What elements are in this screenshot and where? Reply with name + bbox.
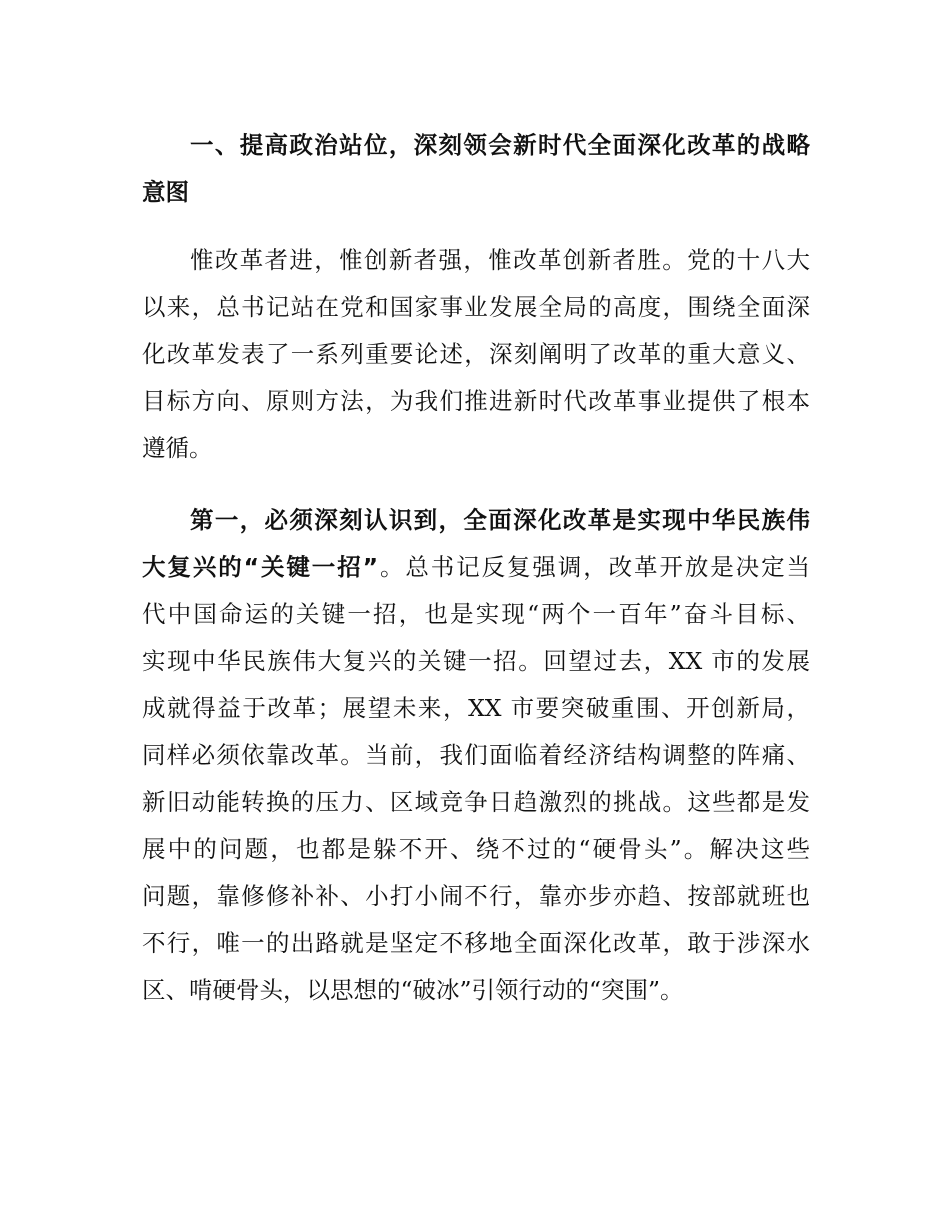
paragraph-line: 惟改革者进，惟创新者强，惟改革创新者胜。党的十八大: [190, 246, 810, 274]
paragraph-line: 区、啃硬骨头，以思想的“破冰”引领行动的“突围”。: [142, 976, 684, 1004]
paragraph-line: 展中的问题，也都是躲不开、绕不过的“硬骨头”。解决这些: [142, 835, 810, 863]
paragraph-line: 实现中华民族伟大复兴的关键一招。回望过去，XX 市的发展: [142, 647, 810, 675]
paragraph-line: 新旧动能转换的压力、区域竞争日趋激烈的挑战。这些都是发: [142, 788, 810, 816]
paragraph-text: 。总书记反复强调，改革开放是决定当: [378, 553, 810, 581]
paragraph-line: 同样必须依靠改革。当前，我们面临着经济结构调整的阵痛、: [142, 741, 810, 769]
paragraph-line: 成就得益于改革；展望未来，XX 市要突破重围、开创新局，: [142, 694, 810, 722]
paragraph-lead-line: 第一，必须深刻认识到，全面深化改革是实现中华民族伟: [190, 506, 810, 534]
paragraph-line: 问题，靠修修补补、小打小闹不行，靠亦步亦趋、按部就班也: [142, 882, 810, 910]
section-heading-line: 一、提高政治站位，深刻领会新时代全面深化改革的战略: [190, 131, 810, 159]
section-heading-line: 意图: [142, 178, 189, 206]
paragraph-line: 化改革发表了一系列重要论述，深刻阐明了改革的重大意义、: [142, 340, 810, 368]
paragraph-line-mixed: [142, 552, 810, 582]
paragraph-lead-text: 大复兴的“关键一招”: [142, 553, 379, 581]
paragraph-line: 目标方向、原则方法，为我们推进新时代改革事业提供了根本: [142, 387, 810, 415]
paragraph-line: 遵循。: [142, 434, 213, 462]
paragraph-line: 不行，唯一的出路就是坚定不移地全面深化改革，敢于涉深水: [142, 929, 810, 957]
paragraph-line: 代中国命运的关键一招，也是实现“两个一百年”奋斗目标、: [142, 600, 810, 628]
paragraph-line: 以来，总书记站在党和国家事业发展全局的高度，围绕全面深: [142, 293, 810, 321]
